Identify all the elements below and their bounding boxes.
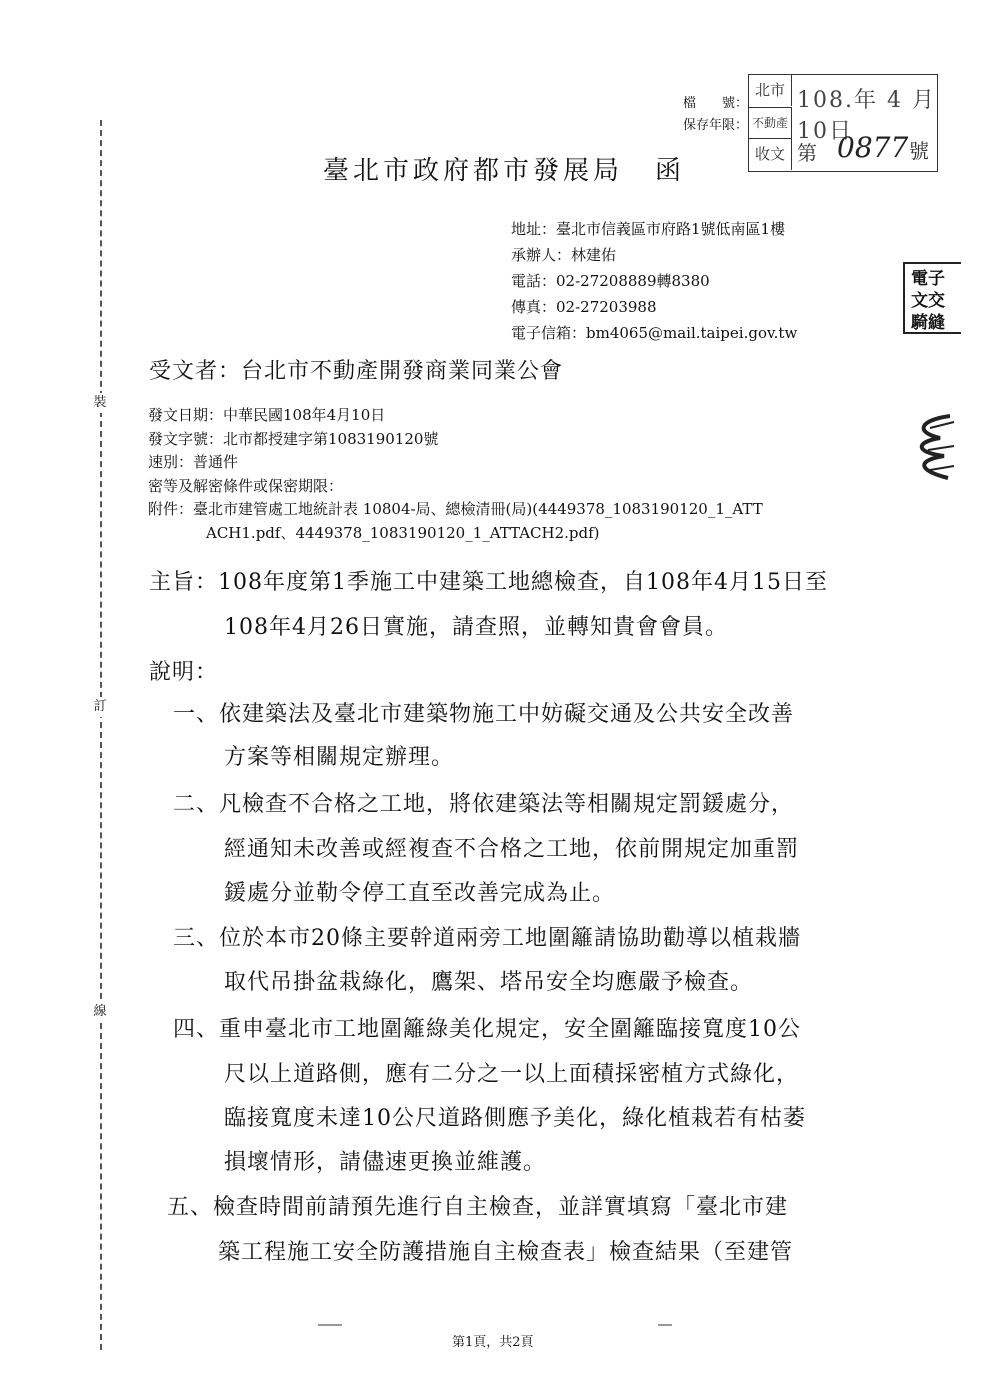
contact-handler: 承辦人：林建佑	[511, 246, 617, 264]
contact-phone: 電話：02-27208889轉8380	[511, 272, 710, 290]
item-4-line3: 臨接寬度未達10公尺道路側應予美化，綠化植栽若有枯萎	[224, 1106, 806, 1131]
recipient: 受文者：台北市不動產開發商業同業公會	[149, 359, 564, 384]
footer-dash	[318, 1324, 342, 1326]
item-4-line4: 損壞情形，請儘速更換並維護。	[224, 1150, 547, 1175]
stamp-no-suffix: 號	[909, 139, 929, 163]
contact-info	[511, 216, 797, 346]
stamp-received: 收文	[749, 138, 792, 170]
doc-meta	[148, 404, 763, 545]
agency-title: 臺北市政府都市發展局	[323, 156, 624, 186]
retention-label: 保存年限：	[682, 118, 748, 133]
secrecy: 密等及解密條件或保密期限：	[148, 476, 344, 495]
item-3-line2: 取代吊掛盆栽綠化，鷹架、塔吊安全均應嚴予檢查。	[224, 970, 754, 995]
subject-line1: 主旨：108年度第1季施工中建築工地總檢查，自108年4月15日至	[149, 570, 828, 595]
received-stamp	[748, 74, 938, 172]
issue-date: 發文日期：中華民國108年4月10日	[148, 406, 386, 424]
stamp-no-prefix: 第	[797, 141, 817, 165]
binding-char-ding: 訂	[90, 697, 110, 717]
binding-line	[100, 120, 102, 1350]
item-5-line1: 五、檢查時間前請預先進行自主檢查，並詳實填寫「臺北市建	[167, 1195, 789, 1220]
stamp-number: 0877	[837, 131, 909, 164]
file-no-label: 檔 號：	[682, 96, 748, 111]
contact-address: 地址：臺北市信義區市府路1號低南區1樓	[511, 220, 786, 238]
archive-labels	[680, 93, 748, 137]
item-4-line1: 四、重申臺北市工地圍籬綠美化規定，安全圍籬臨接寬度10公	[173, 1017, 801, 1042]
stamp-org: 北市	[749, 75, 792, 106]
stamp-org2: 不動產	[749, 107, 792, 139]
item-2-line3: 鍰處分並勒令停工直至改善完成為止。	[224, 881, 616, 906]
item-2-line1: 二、凡檢查不合格之工地，將依建築法等相關規定罰鍰處分，	[173, 792, 795, 817]
issue-ref: 發文字號：北市都授建字第1083190120號	[148, 429, 439, 448]
e-doc-seal: 電子 文交 騎縫	[903, 262, 961, 334]
footer-dash	[658, 1324, 672, 1326]
subject-line2: 108年4月26日實施，請查照，並轉知貴會會員。	[224, 615, 728, 640]
contact-email: 電子信箱：bm4065@mail.taipei.gov.tw	[511, 324, 798, 342]
speed: 速別：普通件	[148, 453, 239, 471]
item-5-line2: 築工程施工安全防護措施自主檢查表」檢查結果（至建管	[218, 1240, 794, 1265]
contact-fax: 傳真：02-27203988	[511, 298, 657, 316]
item-1-line2: 方案等相關規定辦理。	[224, 745, 455, 770]
doc-type: 函	[655, 156, 682, 186]
item-1-line1: 一、依建築法及臺北市建築物施工中妨礙交通及公共安全改善	[173, 702, 795, 727]
item-4-line2: 尺以上道路側，應有二分之一以上面積採密植方式綠化，	[224, 1062, 800, 1087]
binding-char-xian: 線	[90, 1002, 110, 1022]
item-3-line1: 三、位於本市20條主要幹道兩旁工地圍籬請協助勸導以植栽牆	[173, 926, 801, 951]
attachment-line1: 附件：臺北市建管處工地統計表 10804-局、總檢清冊(局)(4449378_1083190120_1_ATT	[148, 500, 763, 518]
swirl-mark-icon	[910, 408, 958, 488]
explanation-heading: 說明：	[149, 660, 219, 685]
stamp-date: 108.年 4 月10日	[797, 88, 936, 144]
page-number: 第1頁，共2頁	[452, 1335, 534, 1350]
attachment-line2: ACH1.pdf、4449378_1083190120_1_ATTACH2.pdf)	[206, 523, 600, 542]
item-2-line2: 經通知未改善或經複查不合格之工地，依前開規定加重罰	[224, 837, 800, 862]
binding-char-zhuang: 裝	[90, 393, 110, 413]
